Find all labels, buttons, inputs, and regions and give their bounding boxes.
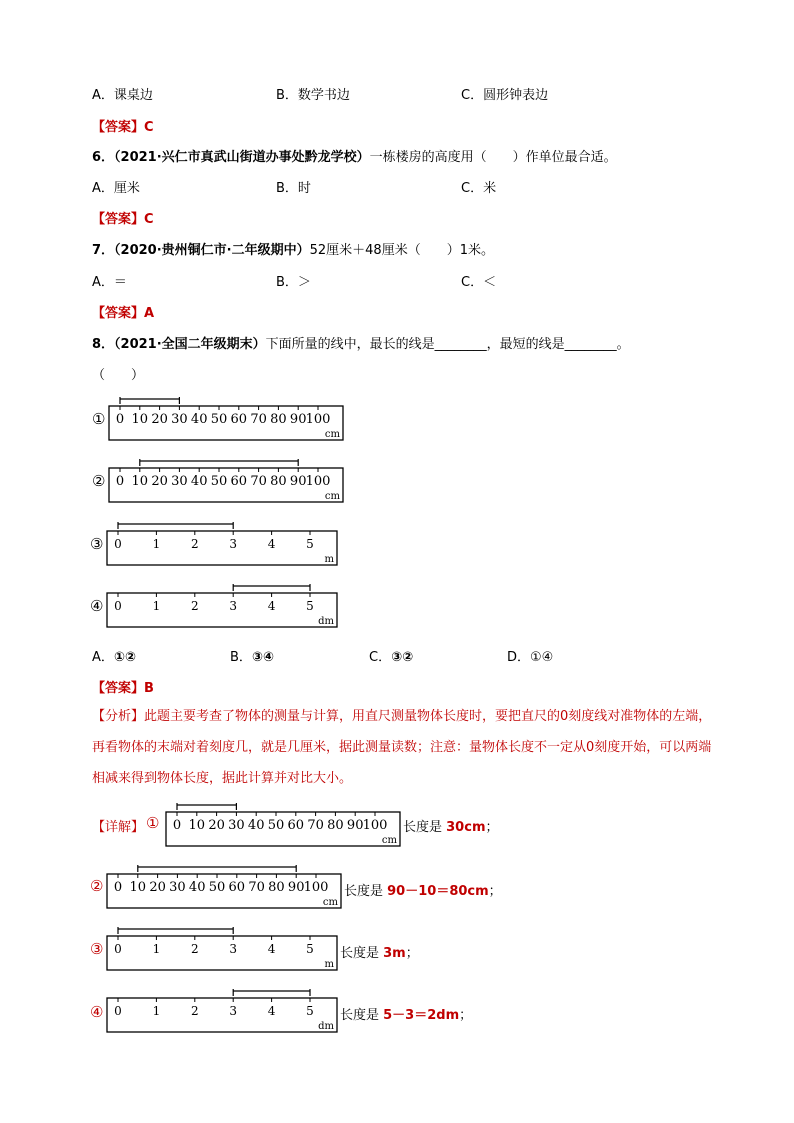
- ruler-2: [108, 458, 344, 504]
- ruler-tick-label: 70: [248, 880, 265, 895]
- ruler-tick-label: 40: [247, 818, 265, 833]
- ruler-tick-label: 70: [250, 474, 267, 489]
- ruler-tick-label: 4: [267, 537, 276, 551]
- ruler-tick-label: 5: [306, 1004, 314, 1018]
- q8-detail-label: 【详解】: [92, 820, 145, 835]
- detail-ruler-3: [106, 926, 338, 972]
- detail-ruler-2: [106, 864, 342, 910]
- q7-option-b: B．＞: [276, 275, 311, 290]
- ruler-tick-label: 5: [306, 942, 314, 956]
- ruler-tick-label: 4: [267, 942, 276, 956]
- ruler-tick-label: 60: [230, 412, 248, 427]
- ruler-body: [107, 936, 337, 970]
- q8-answer-paren: （ ）: [92, 368, 145, 383]
- ruler-tick-label: 100: [305, 474, 331, 489]
- detail-result-1: 长度是 30cm；: [403, 820, 499, 835]
- ruler-tick-label: 90: [289, 474, 307, 489]
- ruler-tick-label: 3: [229, 537, 238, 551]
- ruler-tick-label: 90: [289, 412, 307, 427]
- q8-option-d: D．①④: [507, 650, 554, 665]
- ruler-body: [107, 531, 337, 565]
- q5-option-c: C．圆形钟表边: [461, 88, 549, 103]
- ruler-unit-label: cm: [324, 491, 340, 502]
- ruler-tick-label: 80: [327, 818, 344, 833]
- ruler-tick-label: 70: [307, 818, 324, 833]
- ruler-4-marker: ④: [90, 597, 104, 615]
- ruler-1: [108, 396, 344, 442]
- ruler-1-marker: ①: [92, 410, 106, 428]
- q6-question: 6．（2021·兴仁市真武山街道办事处黔龙学校）一栋楼房的高度用（ ）作单位最合适。: [92, 150, 617, 165]
- detail-result-2: 长度是 90－10＝80cm；: [344, 884, 502, 899]
- q8-question: 8．（2021·全国二年级期末）下面所量的线中，最长的线是________，最短的线是________。: [92, 337, 630, 352]
- q6-option-b: B．时: [276, 181, 311, 196]
- ruler-tick-label: 3: [229, 599, 238, 613]
- ruler-tick-label: 50: [210, 412, 228, 427]
- ruler-tick-label: 5: [306, 599, 314, 613]
- ruler-tick-label: 5: [306, 537, 314, 551]
- detail-result-4: 长度是 5－3＝2dm；: [340, 1008, 473, 1023]
- ruler-tick-label: 0: [115, 474, 125, 489]
- ruler-tick-label: 0: [114, 942, 122, 956]
- ruler-tick-label: 30: [171, 412, 188, 427]
- q7-question: 7．（2020·贵州铜仁市·二年级期中）52厘米＋48厘米（ ）1米。: [92, 243, 494, 258]
- detail-ruler-4-marker: ④: [90, 1003, 104, 1021]
- detail-ruler-1-marker: ①: [146, 814, 160, 832]
- ruler-tick-label: 20: [151, 412, 168, 427]
- ruler-tick-label: 3: [229, 942, 238, 956]
- ruler-tick-label: 50: [208, 880, 226, 895]
- ruler-2-marker: ②: [92, 472, 106, 490]
- ruler-tick-label: 20: [208, 818, 225, 833]
- detail-ruler-2-marker: ②: [90, 877, 104, 895]
- q8-option-c: C．③②: [369, 650, 414, 665]
- ruler-tick-label: 20: [149, 880, 166, 895]
- q8-answer: 【答案】B: [92, 681, 154, 696]
- ruler-tick-label: 80: [270, 412, 287, 427]
- ruler-tick-label: 0: [114, 537, 122, 551]
- ruler-tick-label: 100: [303, 880, 329, 895]
- detail-ruler-1: [165, 802, 401, 848]
- ruler-unit-label: m: [324, 959, 334, 970]
- ruler-tick-label: 100: [305, 412, 331, 427]
- ruler-tick-label: 1: [152, 1004, 161, 1018]
- ruler-4: [106, 583, 338, 629]
- ruler-tick-label: 2: [190, 599, 199, 613]
- detail-result-3: 长度是 3m；: [340, 946, 419, 961]
- ruler-tick-label: 10: [131, 474, 149, 489]
- ruler-3-marker: ③: [90, 535, 104, 553]
- ruler-tick-label: 0: [114, 1004, 122, 1018]
- ruler-unit-label: dm: [318, 616, 334, 627]
- q6-option-c: C．米: [461, 181, 497, 196]
- ruler-tick-label: 0: [114, 599, 122, 613]
- ruler-tick-label: 40: [190, 474, 208, 489]
- ruler-tick-label: 90: [346, 818, 364, 833]
- ruler-tick-label: 0: [113, 880, 123, 895]
- ruler-tick-label: 0: [115, 412, 125, 427]
- ruler-tick-label: 50: [267, 818, 285, 833]
- ruler-tick-label: 4: [267, 599, 276, 613]
- ruler-tick-label: 2: [190, 1004, 199, 1018]
- ruler-tick-label: 100: [362, 818, 388, 833]
- ruler-tick-label: 80: [270, 474, 287, 489]
- q7-option-c: C．＜: [461, 275, 497, 290]
- ruler-tick-label: 80: [268, 880, 285, 895]
- ruler-body: [107, 593, 337, 627]
- ruler-unit-label: cm: [324, 429, 340, 440]
- q6-option-a: A．厘米: [92, 181, 140, 196]
- ruler-tick-label: 30: [228, 818, 245, 833]
- ruler-unit-label: cm: [381, 835, 397, 846]
- ruler-tick-label: 70: [250, 412, 267, 427]
- q5-option-a: A．课桌边: [92, 88, 153, 103]
- q6-answer: 【答案】C: [92, 212, 154, 227]
- detail-ruler-4: [106, 988, 338, 1034]
- ruler-tick-label: 30: [169, 880, 186, 895]
- ruler-tick-label: 40: [190, 412, 208, 427]
- q5-option-b: B．数学书边: [276, 88, 350, 103]
- ruler-tick-label: 1: [152, 599, 161, 613]
- ruler-tick-label: 10: [188, 818, 206, 833]
- ruler-tick-label: 60: [228, 880, 246, 895]
- ruler-tick-label: 4: [267, 1004, 276, 1018]
- ruler-unit-label: cm: [322, 897, 338, 908]
- ruler-tick-label: 3: [229, 1004, 238, 1018]
- ruler-tick-label: 30: [171, 474, 188, 489]
- ruler-tick-label: 40: [188, 880, 206, 895]
- ruler-tick-label: 1: [152, 537, 161, 551]
- q8-option-b: B．③④: [230, 650, 274, 665]
- q7-option-a: A．＝: [92, 275, 127, 290]
- q5-answer: 【答案】C: [92, 120, 154, 135]
- ruler-tick-label: 60: [287, 818, 305, 833]
- ruler-unit-label: dm: [318, 1021, 334, 1032]
- ruler-tick-label: 10: [129, 880, 147, 895]
- ruler-tick-label: 0: [172, 818, 182, 833]
- detail-ruler-3-marker: ③: [90, 940, 104, 958]
- ruler-tick-label: 2: [190, 942, 199, 956]
- ruler-tick-label: 90: [287, 880, 305, 895]
- ruler-body: [107, 998, 337, 1032]
- ruler-tick-label: 20: [151, 474, 168, 489]
- q8-analysis: 【分析】此题主要考查了物体的测量与计算，用直尺测量物体长度时，要把直尺的0刻度线对准物体的左端，再看物体的末端对着刻度几，就是几厘米，据此测量读数；注意：量物体长度不一定从0刻度开始，可以两端相减来得到物体长度，据此计算并对比大小。: [92, 709, 712, 786]
- ruler-tick-label: 50: [210, 474, 228, 489]
- ruler-tick-label: 1: [152, 942, 161, 956]
- ruler-3: [106, 521, 338, 567]
- q8-option-a: A．①②: [92, 650, 136, 665]
- ruler-unit-label: m: [324, 554, 334, 565]
- q7-answer: 【答案】A: [92, 306, 155, 321]
- ruler-tick-label: 60: [230, 474, 248, 489]
- ruler-tick-label: 2: [190, 537, 199, 551]
- ruler-tick-label: 10: [131, 412, 149, 427]
